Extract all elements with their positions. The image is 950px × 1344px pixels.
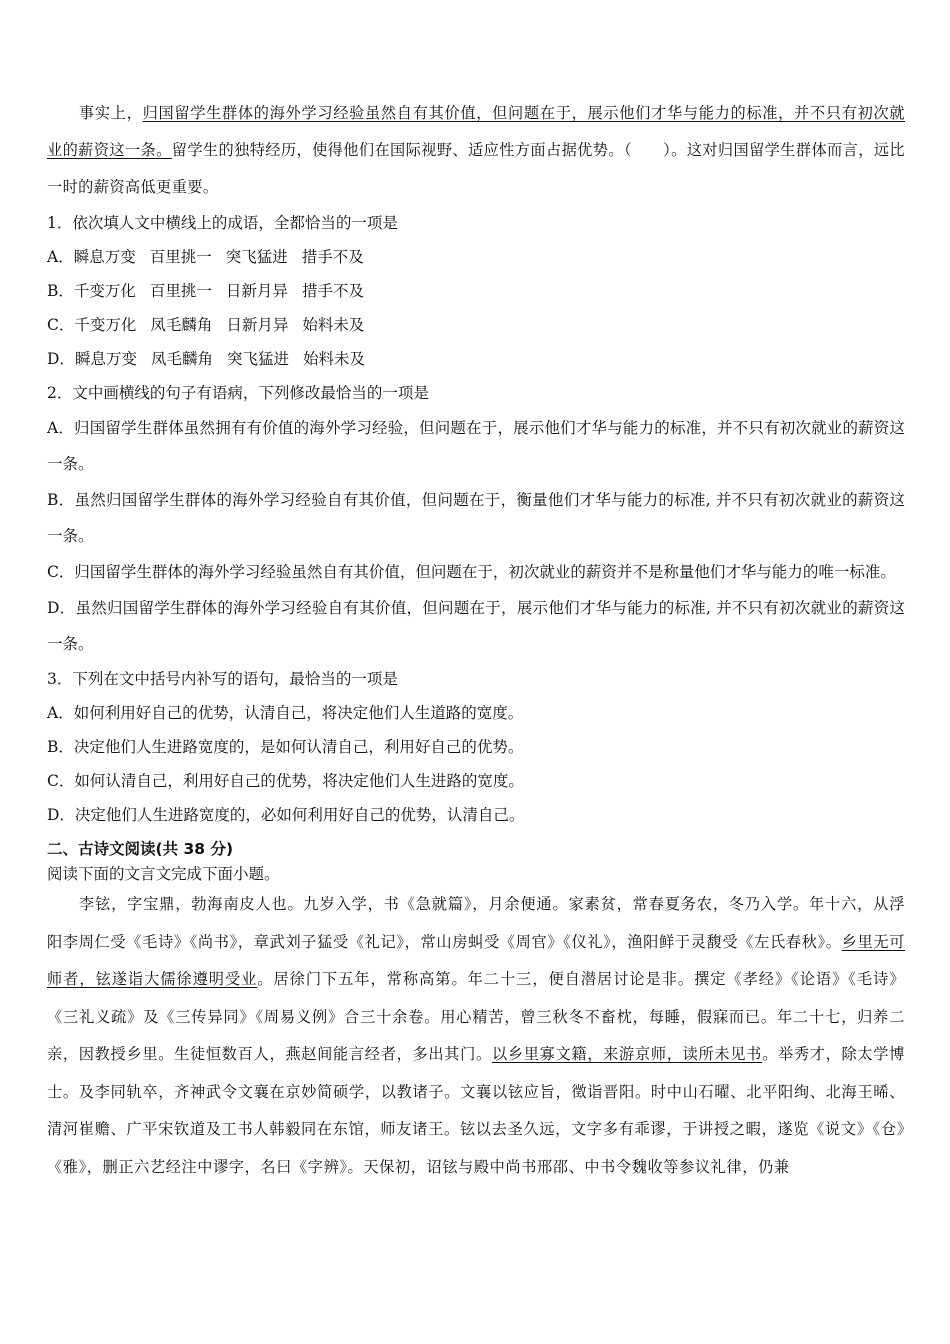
q2-option-c: C．归国留学生群体的海外学习经验虽然自有其价值，但问题在于，初次就业的薪资并不是称量他们才华与能力的唯一标准。: [47, 563, 896, 581]
q3-option-a: A．如何利用好自己的优势，认清自己，将决定他们人生道路的宽度。: [47, 704, 524, 722]
passage-1-underlined-sentence: 归国留学生群体的海外学习经验虽然自有其价值，但问题在于，展示他们才华与能力的标准，并不只有初次就业的薪资这一条。: [47, 104, 905, 159]
q3-option-d: D．决定他们人生进路宽度的，必如何利用好自己的优势，认清自己。: [47, 806, 525, 824]
passage-1-start: 事实上，: [79, 104, 143, 122]
q2-option-d: D．虽然归国留学生群体的海外学习经验自有其价值，但问题在于，展示他们才华与能力的标准, 并不只有初次就业的薪资这一条。: [47, 599, 905, 653]
section-2-intro: 阅读下面的文言文完成下面小题。: [47, 865, 280, 883]
exam-page: [47, 95, 905, 1186]
classical-underline-1: 乡里无可师者，铉遂诣大儒徐遵明受业: [47, 932, 906, 988]
q1-option-b: B．千变万化 百里挑一 日新月异 措手不及: [47, 282, 364, 300]
classical-underline-2: 以乡里寡文籍，来游京师，读所未见书: [491, 1045, 763, 1063]
q3-option-c: C．如何认清自己，利用好自己的优势，将决定他们人生进路的宽度。: [47, 772, 524, 790]
classical-passage: 李铉，字宝鼎，勃海南皮人也。九岁入学，书《急就篇》，月余便通。家素贫，常春夏务农，冬乃入学。年十六，从浮阳李周仁受《毛诗》《尚书》，章武刘子猛受《礼记》，常山房虯受《周官》《仪礼》，渔阳鲜于灵馥受《左氏春秋》。乡里无可师者，铉遂诣大儒徐遵明受业。居徐门下五年，常称高第。年二十三，便自潜居讨论是非。撰定《孝经》《论语》《毛诗》《三礼义疏》及《三传异同》《周易义例》合三十余卷。用心精苦，曾三秋冬不畜枕，每睡，假寐而已。年二十七，归养二亲，因教授乡里。生徒恒数百人，燕赵间能言经者，多出其门。以乡里寡文籍，来游京师，读所未见书。举秀才，除太学博士。及李同轨卒，齐神武令文襄在京妙简硕学，以教诸子。文襄以铉应旨，徵诣晋阳。时中山石曜、北平阳绚、北海王晞、清河崔赡、广平宋钦道及工书人韩毅同在东馆，师友诸王。铉以去圣久远，文字多有乖谬，于讲授之暇，遂览《说文》《仓》《雅》，删正六艺经注中谬字，名曰《字辨》。天保初，诏铉与殿中尚书邢邵、中书令魏收等参议礼律，仍兼: [47, 895, 906, 1176]
q1-stem: 1．依次填人文中横线上的成语，全都恰当的一项是: [47, 214, 398, 232]
section-2-heading: 二、古诗文阅读(共 38 分): [47, 840, 234, 858]
passage-1-rest: 留学生的独特经历，使得他们在国际视野、适应性方面占据优势。（ ）。这对归国留学生群体而言，远比一时的薪资高低更重要。: [47, 141, 906, 196]
q3-stem: 3．下列在文中括号内补写的语句，最恰当的一项是: [47, 670, 398, 688]
q2-option-a: A．归国留学生群体虽然拥有有价值的海外学习经验，但问题在于，展示他们才华与能力的标准，并不只有初次就业的薪资这一条。: [47, 419, 905, 473]
q1-option-c: C．千变万化 凤毛麟角 日新月异 始料未及: [47, 316, 365, 334]
q1-option-d: D．瞬息万变 凤毛麟角 突飞猛进 始料未及: [47, 350, 365, 368]
q3-option-b: B．决定他们人生进路宽度的，是如何认清自己，利用好自己的优势。: [47, 738, 524, 756]
passage-1: [47, 95, 905, 206]
q2-option-b: B．虽然归国留学生群体的海外学习经验自有其价值，但问题在于，衡量他们才华与能力的标准, 并不只有初次就业的薪资这一条。: [47, 491, 905, 545]
q1-option-a: A．瞬息万变 百里挑一 突飞猛进 措手不及: [47, 248, 364, 266]
q2-stem: 2．文中画横线的句子有语病，下列修改最恰当的一项是: [47, 384, 429, 402]
